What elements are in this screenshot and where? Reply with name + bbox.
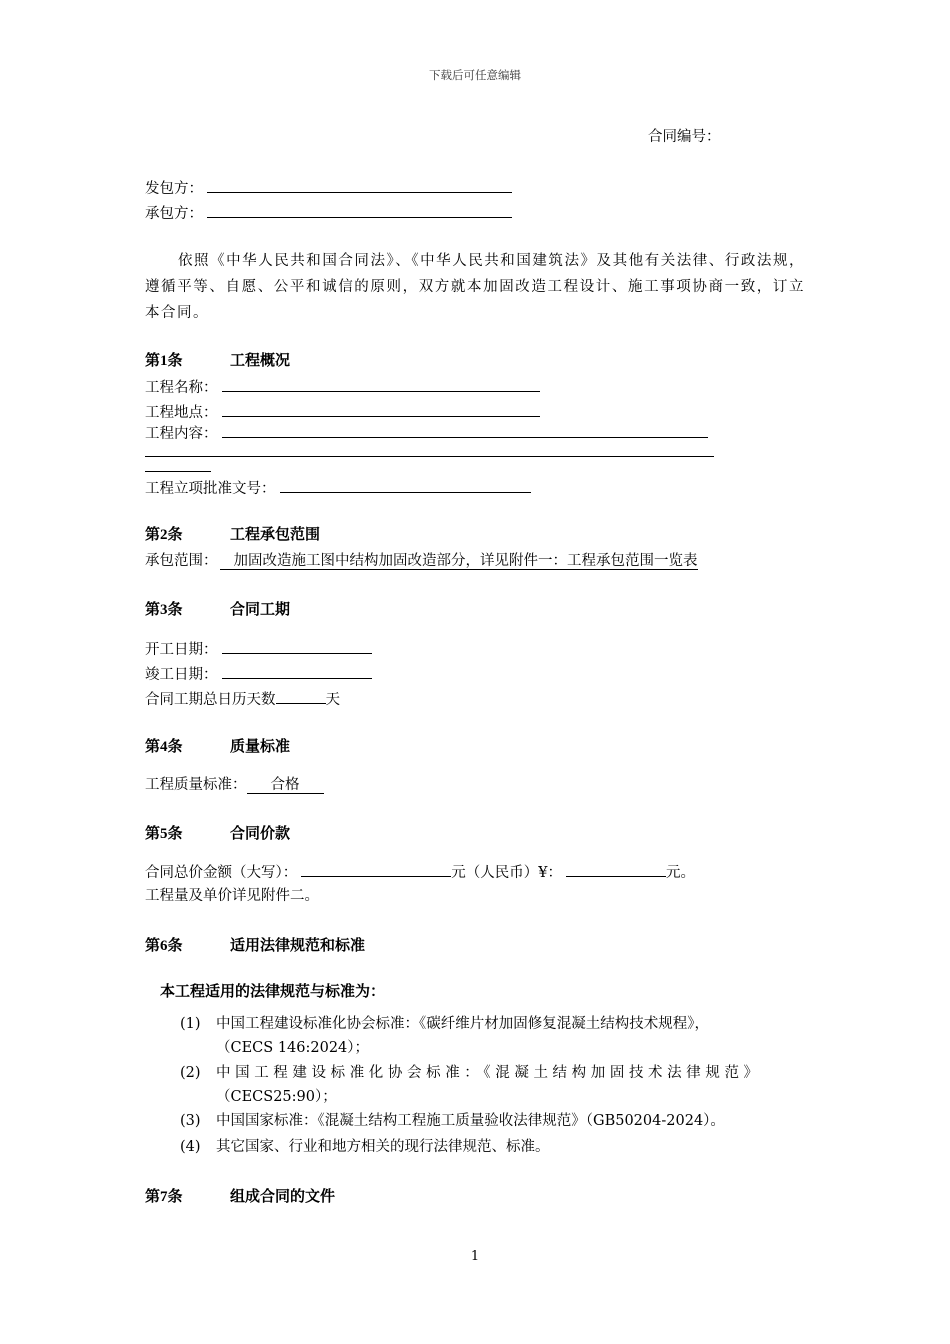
project-location-label: 工程地点： <box>145 405 218 421</box>
article-2-title: 工程承包范围 <box>230 527 321 543</box>
total-days-row <box>145 689 340 709</box>
rmb-label: 元（人民币）¥： <box>451 865 562 881</box>
article-5-heading <box>145 825 290 843</box>
article-1-heading <box>145 352 290 370</box>
standard-item-2 <box>180 1064 763 1082</box>
article-6-number: 第6条 <box>145 938 183 954</box>
start-date-row <box>145 639 372 659</box>
article-1-title: 工程概况 <box>230 353 291 369</box>
rmb-amount-blank[interactable] <box>566 862 666 877</box>
page-header: 下载后可任意编辑 <box>429 68 521 82</box>
project-name-row <box>145 377 540 397</box>
standard-item-2-text: 中国工程建设标准化协会标准：《混凝土结构加固技术法律规范》 <box>216 1065 763 1081</box>
article-4-number: 第4条 <box>145 739 183 755</box>
standard-item-1-number: (1) <box>180 1016 201 1032</box>
article-7-heading <box>145 1188 335 1206</box>
project-content-line-3[interactable] <box>145 471 211 472</box>
article-1-number: 第1条 <box>145 353 183 369</box>
standard-item-4-number: (4) <box>180 1139 201 1155</box>
total-price-label: 合同总价金额（大写）： <box>145 865 298 881</box>
approval-label: 工程立项批准文号： <box>145 481 276 497</box>
article-4-title: 质量标准 <box>230 739 291 755</box>
scope-label: 承包范围： <box>145 553 218 569</box>
standard-item-3 <box>180 1112 725 1130</box>
total-days-label: 合同工期总日历天数 <box>145 692 276 708</box>
article-3-number: 第3条 <box>145 602 183 618</box>
intro-paragraph: 依照《中华人民共和国合同法》、《中华人民共和国建筑法》及其他有关法律、行政法规，遵循平等、自愿、公平和诚信的原则，双方就本加固改造工程设计、施工事项协商一致，订立本合同。 <box>145 253 805 321</box>
party-b-row <box>145 203 512 223</box>
scope-value: 加固改造施工图中结构加固改造部分，详见附件一：工程承包范围一览表 <box>220 553 698 570</box>
article-6-heading <box>145 937 365 955</box>
standard-item-4 <box>180 1138 550 1156</box>
total-days-blank[interactable] <box>276 689 326 704</box>
end-date-blank[interactable] <box>222 664 372 679</box>
start-date-blank[interactable] <box>222 639 372 654</box>
article-7-number: 第7条 <box>145 1189 183 1205</box>
article-2-heading <box>145 526 320 544</box>
start-date-label: 开工日期： <box>145 642 218 658</box>
standard-item-2-line2: （CECS25:90）； <box>216 1089 337 1105</box>
project-content-row <box>145 423 708 443</box>
quality-value: 合格 <box>247 777 324 794</box>
article-5-number: 第5条 <box>145 826 183 842</box>
standard-item-4-text: 其它国家、行业和地方相关的现行法律规范、标准。 <box>216 1139 550 1155</box>
quality-label: 工程质量标准： <box>145 777 247 793</box>
approval-row <box>145 478 531 498</box>
party-a-label: 发包方： <box>145 181 203 197</box>
project-content-line-2[interactable] <box>145 456 714 457</box>
party-a-blank[interactable] <box>207 178 512 193</box>
total-days-unit: 天 <box>325 692 340 708</box>
quality-row <box>145 776 324 794</box>
project-location-row <box>145 402 540 422</box>
end-date-label: 竣工日期： <box>145 667 218 683</box>
project-name-blank[interactable] <box>222 377 540 392</box>
scope-row <box>145 552 698 570</box>
yuan-label: 元。 <box>665 865 695 881</box>
standard-item-1-line2: （CECS 146:2024）； <box>216 1040 370 1056</box>
project-content-label: 工程内容： <box>145 426 218 442</box>
standard-item-1 <box>180 1015 709 1033</box>
contract-number-label: 合同编号： <box>648 129 721 145</box>
article-2-number: 第2条 <box>145 527 183 543</box>
unit-price-note: 工程量及单价详见附件二。 <box>145 888 319 904</box>
standard-item-2-number: (2) <box>180 1065 201 1081</box>
article-6-title: 适用法律规范和标准 <box>230 938 366 954</box>
approval-blank[interactable] <box>280 478 531 493</box>
article-7-title: 组成合同的文件 <box>230 1189 336 1205</box>
party-b-label: 承包方： <box>145 206 203 222</box>
standard-item-1-text: 中国工程建设标准化协会标准：《碳纤维片材加固修复混凝土结构技术规程》， <box>216 1016 709 1032</box>
standards-intro: 本工程适用的法律规范与标准为： <box>160 984 386 1000</box>
article-3-heading <box>145 601 290 619</box>
article-4-heading <box>145 738 290 756</box>
article-3-title: 合同工期 <box>230 602 291 618</box>
project-name-label: 工程名称： <box>145 380 218 396</box>
standard-item-3-number: (3) <box>180 1113 201 1129</box>
article-5-title: 合同价款 <box>230 826 291 842</box>
contract-price-row <box>145 862 695 882</box>
standard-item-3-text: 中国国家标准：《混凝土结构工程施工质量验收法律规范》（GB50204-2024）。 <box>216 1113 725 1129</box>
project-content-blank[interactable] <box>222 423 708 438</box>
total-price-blank[interactable] <box>301 862 451 877</box>
party-b-blank[interactable] <box>207 203 512 218</box>
page-number: 1 <box>470 1249 480 1264</box>
party-a-row <box>145 178 512 198</box>
project-location-blank[interactable] <box>222 402 540 417</box>
end-date-row <box>145 664 372 684</box>
